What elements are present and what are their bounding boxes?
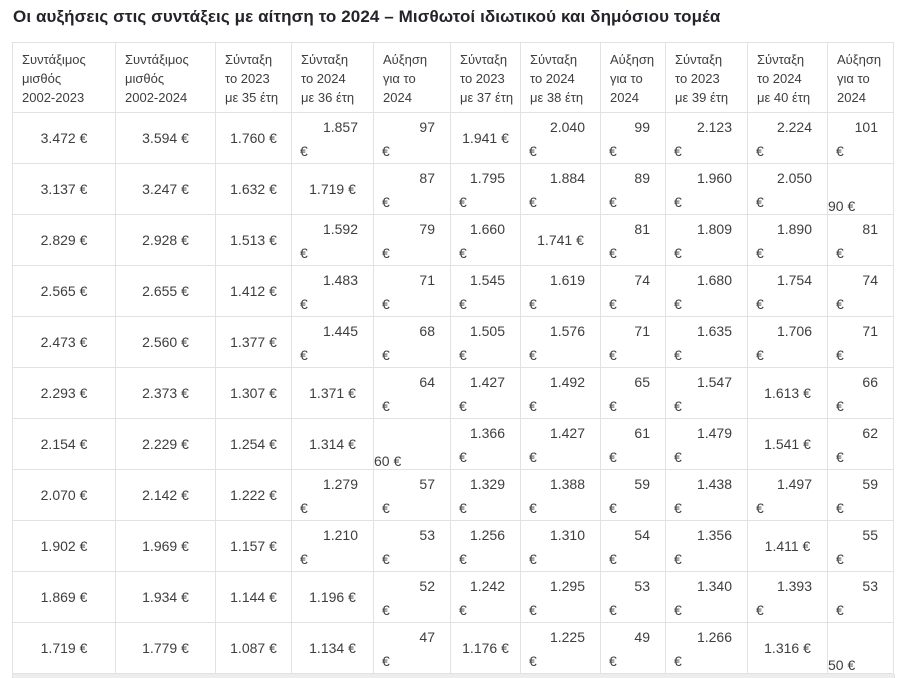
table-cell: [374, 113, 451, 164]
cell-amount: 1.356: [696, 527, 732, 543]
euro-sign: €: [382, 194, 390, 210]
table-row: [13, 317, 894, 368]
table-cell: [374, 521, 451, 572]
euro-sign: €: [756, 194, 764, 210]
euro-sign: €: [836, 398, 844, 414]
cell-amount: 1.960: [696, 170, 732, 186]
column-header: Σύνταξη το 2023 με 39 έτη: [666, 43, 748, 113]
table-cell: [828, 572, 894, 623]
cell-amount: 1.210: [322, 527, 358, 543]
cell-amount: 52: [419, 578, 435, 594]
table-cell: [601, 470, 666, 521]
table-cell: [748, 215, 828, 266]
table-cell: [601, 419, 666, 470]
euro-sign: €: [756, 143, 764, 159]
table-cell: 2.473 €: [13, 317, 116, 368]
table-cell: [666, 572, 748, 623]
table-cell: [601, 164, 666, 215]
cell-amount: 1.660: [469, 221, 505, 237]
table-cell: [666, 113, 748, 164]
table-cell: [748, 317, 828, 368]
table-cell: [451, 368, 521, 419]
cell-amount: 81: [862, 221, 878, 237]
table-cell: 2.565 €: [13, 266, 116, 317]
table-cell: [374, 317, 451, 368]
euro-sign: €: [674, 500, 682, 516]
table-row: [13, 521, 894, 572]
euro-sign: €: [529, 500, 537, 516]
euro-sign: €: [609, 296, 617, 312]
table-cell: 2.928 €: [116, 215, 216, 266]
cell-amount: 57: [419, 476, 435, 492]
cell-amount: 62: [862, 425, 878, 441]
cell-amount: 1.225: [549, 629, 585, 645]
table-cell: 1.316 €: [748, 623, 828, 674]
cell-amount: 1.279: [322, 476, 358, 492]
table-cell: [521, 572, 601, 623]
cell-amount: 1.547: [696, 374, 732, 390]
euro-sign: €: [674, 296, 682, 312]
euro-sign: €: [756, 500, 764, 516]
table-cell: [666, 419, 748, 470]
cell-amount: 1.680: [696, 272, 732, 288]
table-cell: 1.632 €: [216, 164, 292, 215]
euro-sign: €: [674, 551, 682, 567]
table-cell: 1.087 €: [216, 623, 292, 674]
table-cell: 1.760 €: [216, 113, 292, 164]
table-cell: 1.541 €: [748, 419, 828, 470]
cell-amount: 1.295: [549, 578, 585, 594]
euro-sign: €: [674, 194, 682, 210]
cell-amount: 1.427: [469, 374, 505, 390]
cell-amount: 1.890: [776, 221, 812, 237]
cell-amount: 2.224: [776, 119, 812, 135]
table-cell: [601, 113, 666, 164]
cell-amount: 1.505: [469, 323, 505, 339]
table-cell: 2.154 €: [13, 419, 116, 470]
table-cell: [828, 470, 894, 521]
euro-sign: €: [382, 653, 390, 669]
cell-amount: 1.545: [469, 272, 505, 288]
table-cell: 2.142 €: [116, 470, 216, 521]
cell-amount: 59: [862, 476, 878, 492]
cell-amount: 1.492: [549, 374, 585, 390]
euro-sign: €: [674, 653, 682, 669]
table-cell: 1.176 €: [451, 623, 521, 674]
table-cell: [828, 419, 894, 470]
euro-sign: €: [836, 449, 844, 465]
cell-amount: 53: [419, 527, 435, 543]
table-cell: 1.613 €: [748, 368, 828, 419]
table-row: [13, 419, 894, 470]
cell-amount: 1.635: [696, 323, 732, 339]
table-cell: [748, 572, 828, 623]
table-cell: 50 €: [828, 623, 894, 674]
table-cell: [521, 470, 601, 521]
cell-amount: 1.592: [322, 221, 358, 237]
table-cell: [521, 164, 601, 215]
cell-amount: 1.388: [549, 476, 585, 492]
table-cell: [521, 266, 601, 317]
cell-amount: 68: [419, 323, 435, 339]
euro-sign: €: [674, 449, 682, 465]
euro-sign: €: [300, 245, 308, 261]
cell-amount: 1.329: [469, 476, 505, 492]
table-cell: [748, 164, 828, 215]
cell-amount: 79: [419, 221, 435, 237]
table-body: [13, 113, 894, 674]
euro-sign: €: [459, 500, 467, 516]
table-cell: 1.719 €: [292, 164, 374, 215]
table-cell: [666, 266, 748, 317]
cell-amount: 1.438: [696, 476, 732, 492]
table-cell: 1.412 €: [216, 266, 292, 317]
cell-amount: 66: [862, 374, 878, 390]
table-cell: [292, 215, 374, 266]
table-cell: [521, 317, 601, 368]
table-cell: [828, 521, 894, 572]
table-cell: 1.196 €: [292, 572, 374, 623]
cell-amount: 53: [634, 578, 650, 594]
euro-sign: €: [674, 347, 682, 363]
column-header: Σύνταξη το 2024 με 38 έτη: [521, 43, 601, 113]
euro-sign: €: [529, 296, 537, 312]
table-cell: 1.411 €: [748, 521, 828, 572]
cell-amount: 101: [854, 119, 878, 135]
euro-sign: €: [459, 551, 467, 567]
table-row: [13, 470, 894, 521]
table-cell: 1.371 €: [292, 368, 374, 419]
euro-sign: €: [609, 449, 617, 465]
table-cell: 60 €: [374, 419, 451, 470]
table-row: [13, 215, 894, 266]
euro-sign: €: [756, 602, 764, 618]
euro-sign: €: [674, 602, 682, 618]
euro-sign: €: [836, 347, 844, 363]
column-header: Σύνταξη το 2024 με 36 έτη: [292, 43, 374, 113]
column-header: Αύξηση για το 2024: [374, 43, 451, 113]
table-cell: [374, 215, 451, 266]
table-cell: 3.247 €: [116, 164, 216, 215]
table-cell: [666, 317, 748, 368]
table-cell: 2.560 €: [116, 317, 216, 368]
table-cell: 90 €: [828, 164, 894, 215]
euro-sign: €: [459, 245, 467, 261]
table-cell: 1.869 €: [13, 572, 116, 623]
euro-sign: €: [300, 143, 308, 159]
table-cell: [374, 164, 451, 215]
euro-sign: €: [529, 143, 537, 159]
table-cell: [521, 419, 601, 470]
table-cell: 1.144 €: [216, 572, 292, 623]
table-row: [13, 572, 894, 623]
cell-amount: 47: [419, 629, 435, 645]
table-cell: [601, 521, 666, 572]
cell-amount: 1.427: [549, 425, 585, 441]
euro-sign: €: [836, 143, 844, 159]
table-cell: 1.307 €: [216, 368, 292, 419]
euro-sign: €: [609, 602, 617, 618]
table-row: [13, 623, 894, 674]
table-cell: 1.314 €: [292, 419, 374, 470]
euro-sign: €: [609, 194, 617, 210]
table-cell: 1.969 €: [116, 521, 216, 572]
table-cell: 2.829 €: [13, 215, 116, 266]
table-cell: [666, 215, 748, 266]
table-cell: 1.719 €: [13, 623, 116, 674]
cell-amount: 71: [862, 323, 878, 339]
euro-sign: €: [609, 551, 617, 567]
table-cell: 1.134 €: [292, 623, 374, 674]
table-cell: [374, 572, 451, 623]
table-cell: [374, 266, 451, 317]
cell-amount: 97: [419, 119, 435, 135]
header-row: [13, 43, 894, 113]
table-header: [13, 43, 894, 113]
cell-amount: 59: [634, 476, 650, 492]
table-cell: 1.934 €: [116, 572, 216, 623]
cell-amount: 61: [634, 425, 650, 441]
cell-amount: 1.497: [776, 476, 812, 492]
table-row: [13, 368, 894, 419]
table-cell: [666, 164, 748, 215]
column-header: Αύξηση για το 2024: [828, 43, 894, 113]
euro-sign: €: [609, 398, 617, 414]
table-cell: 2.229 €: [116, 419, 216, 470]
cell-amount: 1.576: [549, 323, 585, 339]
euro-sign: €: [674, 143, 682, 159]
table-cell: [601, 572, 666, 623]
table-cell: [451, 572, 521, 623]
euro-sign: €: [529, 347, 537, 363]
cell-amount: 1.310: [549, 527, 585, 543]
cell-amount: 1.809: [696, 221, 732, 237]
table-cell: 3.137 €: [13, 164, 116, 215]
column-header: Αύξηση για το 2024: [601, 43, 666, 113]
cell-amount: 1.483: [322, 272, 358, 288]
table-cell: [666, 368, 748, 419]
table-cell: [748, 113, 828, 164]
column-header: Σύνταξη το 2024 με 40 έτη: [748, 43, 828, 113]
column-header: Συντάξιμος μισθός 2002-2023: [13, 43, 116, 113]
euro-sign: €: [382, 347, 390, 363]
euro-sign: €: [459, 296, 467, 312]
euro-sign: €: [382, 398, 390, 414]
table-cell: [601, 368, 666, 419]
cell-amount: 99: [634, 119, 650, 135]
table-cell: 1.513 €: [216, 215, 292, 266]
table-cell: [451, 266, 521, 317]
table-cell: 2.655 €: [116, 266, 216, 317]
euro-sign: €: [609, 653, 617, 669]
table-cell: [374, 368, 451, 419]
euro-sign: €: [459, 194, 467, 210]
euro-sign: €: [300, 296, 308, 312]
cell-amount: 1.393: [776, 578, 812, 594]
table-cell: [666, 521, 748, 572]
column-header: Σύνταξη το 2023 με 37 έτη: [451, 43, 521, 113]
cell-amount: 54: [634, 527, 650, 543]
table-cell: 1.779 €: [116, 623, 216, 674]
euro-sign: €: [529, 653, 537, 669]
column-header: Σύνταξη το 2023 με 35 έτη: [216, 43, 292, 113]
cell-amount: 1.619: [549, 272, 585, 288]
table-cell: [451, 164, 521, 215]
euro-sign: €: [300, 551, 308, 567]
euro-sign: €: [529, 602, 537, 618]
table-cell: [828, 266, 894, 317]
euro-sign: €: [300, 500, 308, 516]
euro-sign: €: [756, 347, 764, 363]
table-cell: [666, 623, 748, 674]
table-cell: [828, 113, 894, 164]
table-cell: [601, 215, 666, 266]
euro-sign: €: [382, 500, 390, 516]
table-cell: [828, 317, 894, 368]
cell-amount: 81: [634, 221, 650, 237]
table-cell: [451, 470, 521, 521]
euro-sign: €: [382, 296, 390, 312]
euro-sign: €: [382, 602, 390, 618]
table-cell: [374, 623, 451, 674]
table-cell: [601, 317, 666, 368]
table-cell: [521, 368, 601, 419]
cell-amount: 71: [419, 272, 435, 288]
cell-amount: 2.050: [776, 170, 812, 186]
table-cell: [292, 266, 374, 317]
euro-sign: €: [459, 347, 467, 363]
table-cell: [451, 317, 521, 368]
euro-sign: €: [529, 551, 537, 567]
cell-amount: 1.706: [776, 323, 812, 339]
euro-sign: €: [756, 296, 764, 312]
euro-sign: €: [529, 194, 537, 210]
euro-sign: €: [836, 296, 844, 312]
euro-sign: €: [836, 245, 844, 261]
cell-amount: 1.340: [696, 578, 732, 594]
table-cell: 2.070 €: [13, 470, 116, 521]
cell-amount: 87: [419, 170, 435, 186]
table-cell: [451, 215, 521, 266]
cell-amount: 2.040: [549, 119, 585, 135]
table-cell: [451, 521, 521, 572]
table-cell: [292, 317, 374, 368]
cell-amount: 65: [634, 374, 650, 390]
table-cell: 3.472 €: [13, 113, 116, 164]
cell-amount: 1.884: [549, 170, 585, 186]
euro-sign: €: [836, 551, 844, 567]
euro-sign: €: [382, 143, 390, 159]
table-cell: 1.741 €: [521, 215, 601, 266]
table-cell: 1.377 €: [216, 317, 292, 368]
table-cell: 2.293 €: [13, 368, 116, 419]
euro-sign: €: [529, 398, 537, 414]
euro-sign: €: [836, 500, 844, 516]
table-cell: 1.941 €: [451, 113, 521, 164]
table-cell: [601, 623, 666, 674]
euro-sign: €: [609, 347, 617, 363]
cell-amount: 89: [634, 170, 650, 186]
table-cell: [666, 470, 748, 521]
cell-amount: 1.256: [469, 527, 505, 543]
cell-amount: 1.795: [469, 170, 505, 186]
cell-amount: 53: [862, 578, 878, 594]
cell-amount: 49: [634, 629, 650, 645]
table-cell: [828, 368, 894, 419]
cell-amount: 1.266: [696, 629, 732, 645]
table-cell: [521, 113, 601, 164]
table-cell: 1.157 €: [216, 521, 292, 572]
pension-table: [12, 42, 894, 674]
euro-sign: €: [674, 245, 682, 261]
table-cell: [521, 521, 601, 572]
page-title: Οι αυξήσεις στις συντάξεις με αίτηση το 2024 – Μισθωτοί ιδιωτικού και δημόσιου τομέα: [13, 7, 721, 26]
cell-amount: 74: [862, 272, 878, 288]
cell-amount: 2.123: [696, 119, 732, 135]
euro-sign: €: [529, 449, 537, 465]
cell-amount: 71: [634, 323, 650, 339]
cell-amount: 1.242: [469, 578, 505, 594]
euro-sign: €: [459, 449, 467, 465]
table-row: [13, 266, 894, 317]
table-cell: [292, 470, 374, 521]
euro-sign: €: [836, 602, 844, 618]
cell-amount: 1.479: [696, 425, 732, 441]
cell-amount: 55: [862, 527, 878, 543]
table-row: [13, 113, 894, 164]
cell-amount: 64: [419, 374, 435, 390]
table-cell: 1.902 €: [13, 521, 116, 572]
table-cell: 3.594 €: [116, 113, 216, 164]
table-cell: [521, 623, 601, 674]
table-cell: [601, 266, 666, 317]
table-cell: [748, 266, 828, 317]
euro-sign: €: [382, 245, 390, 261]
cell-amount: 74: [634, 272, 650, 288]
table-cell: [374, 470, 451, 521]
cell-amount: 1.754: [776, 272, 812, 288]
euro-sign: €: [459, 398, 467, 414]
table-cell: 1.222 €: [216, 470, 292, 521]
euro-sign: €: [459, 602, 467, 618]
euro-sign: €: [609, 245, 617, 261]
euro-sign: €: [609, 500, 617, 516]
table-cell: [292, 521, 374, 572]
euro-sign: €: [756, 245, 764, 261]
table-cell: [451, 419, 521, 470]
table-cell: [748, 470, 828, 521]
euro-sign: €: [300, 347, 308, 363]
euro-sign: €: [382, 551, 390, 567]
cell-amount: 1.445: [322, 323, 358, 339]
table-row: [13, 164, 894, 215]
table-cell: 2.373 €: [116, 368, 216, 419]
euro-sign: €: [674, 398, 682, 414]
cell-amount: 1.857: [322, 119, 358, 135]
cutoff-next-row: [12, 674, 895, 678]
euro-sign: €: [609, 143, 617, 159]
cell-amount: 1.366: [469, 425, 505, 441]
table-cell: [828, 215, 894, 266]
table-cell: 1.254 €: [216, 419, 292, 470]
column-header: Συντάξιμος μισθός 2002-2024: [116, 43, 216, 113]
table-cell: [292, 113, 374, 164]
